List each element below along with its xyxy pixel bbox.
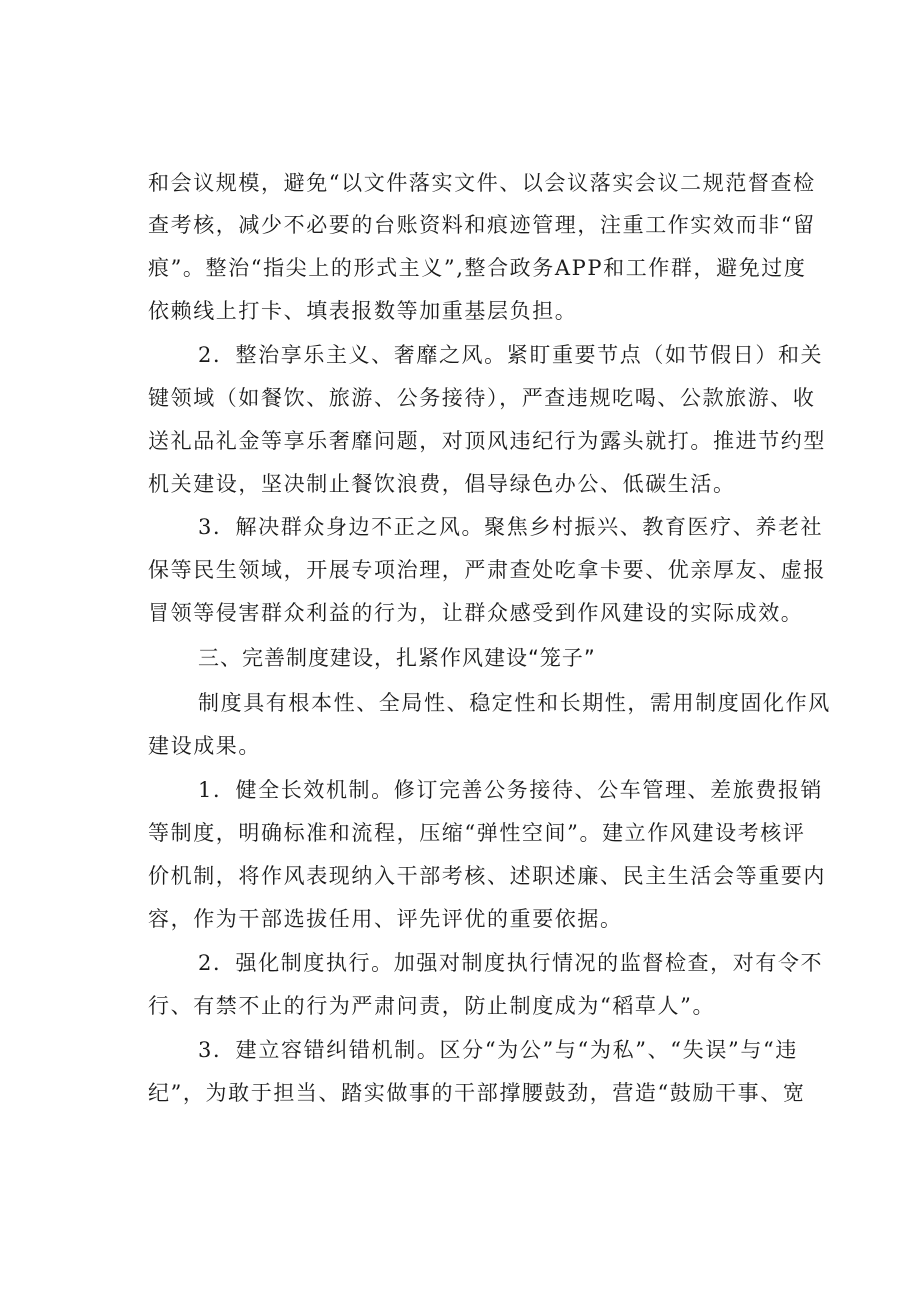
text-line: 等制度，明确标准和流程，压缩“弹性空间”。建立作风建设考核评 bbox=[148, 821, 806, 845]
paragraph-2-start: 2．整治享乐主义、奢靡之风。紧盯重要节点（如节假日）和关 bbox=[198, 343, 824, 367]
item-3-start: 3．建立容错纠错机制。区分“为公”与“为私”、“失误”与“违 bbox=[198, 1038, 798, 1062]
text-line: 容，作为干部选拔任用、评先评优的重要依据。 bbox=[148, 907, 623, 931]
text-line: 冒领等侵害群众利益的行为，让群众感受到作风建设的实际成效。 bbox=[148, 601, 804, 625]
text-line: 键领域（如餐饮、旅游、公务接待），严查违规吃喝、公款旅游、收 bbox=[148, 386, 816, 410]
text-line: 保等民生领域，开展专项治理，严肃查处吃拿卡要、优亲厚友、虚报 bbox=[148, 558, 826, 582]
text-line: 价机制，将作风表现纳入干部考核、述职述廉、民主生活会等重要内 bbox=[148, 864, 826, 888]
text-line: 痕”。整治“指尖上的形式主义”,整合政务APP和工作群，避免过度 bbox=[148, 256, 807, 280]
section-intro: 制度具有根本性、全局性、稳定性和长期性，需用制度固化作风 bbox=[198, 691, 831, 715]
text-line: 查考核，减少不必要的台账资料和痕迹管理，注重工作实效而非“留 bbox=[148, 213, 816, 237]
text-line: 纪”，为敢于担当、踏实做事的干部撑腰鼓劲，营造“鼓励干事、宽 bbox=[148, 1081, 806, 1105]
item-1-start: 1．健全长效机制。修订完善公务接待、公车管理、差旅费报销 bbox=[198, 778, 824, 802]
text-line: 依赖线上打卡、填表报数等加重基层负担。 bbox=[148, 299, 578, 323]
text-line: 建设成果。 bbox=[148, 734, 261, 758]
item-2-start: 2．强化制度执行。加强对制度执行情况的监督检查，对有令不 bbox=[198, 951, 824, 975]
paragraph-3-start: 3．解决群众身边不正之风。聚焦乡村振兴、教育医疗、养老社 bbox=[198, 515, 824, 539]
text-line: 和会议规模，避免“以文件落实文件、以会议落实会议二规范督查检 bbox=[148, 171, 816, 195]
text-line: 机关建设，坚决制止餐饮浪费，倡导绿色办公、低碳生活。 bbox=[148, 472, 736, 496]
text-line: 送礼品礼金等享乐奢靡问题，对顶风违纪行为露头就打。推进节约型 bbox=[148, 429, 826, 453]
section-heading: 三、完善制度建设，扎紧作风建设“笼子” bbox=[198, 646, 596, 670]
text-line: 行、有禁不止的行为严肃问责，防止制度成为“稻草人”。 bbox=[148, 994, 716, 1018]
